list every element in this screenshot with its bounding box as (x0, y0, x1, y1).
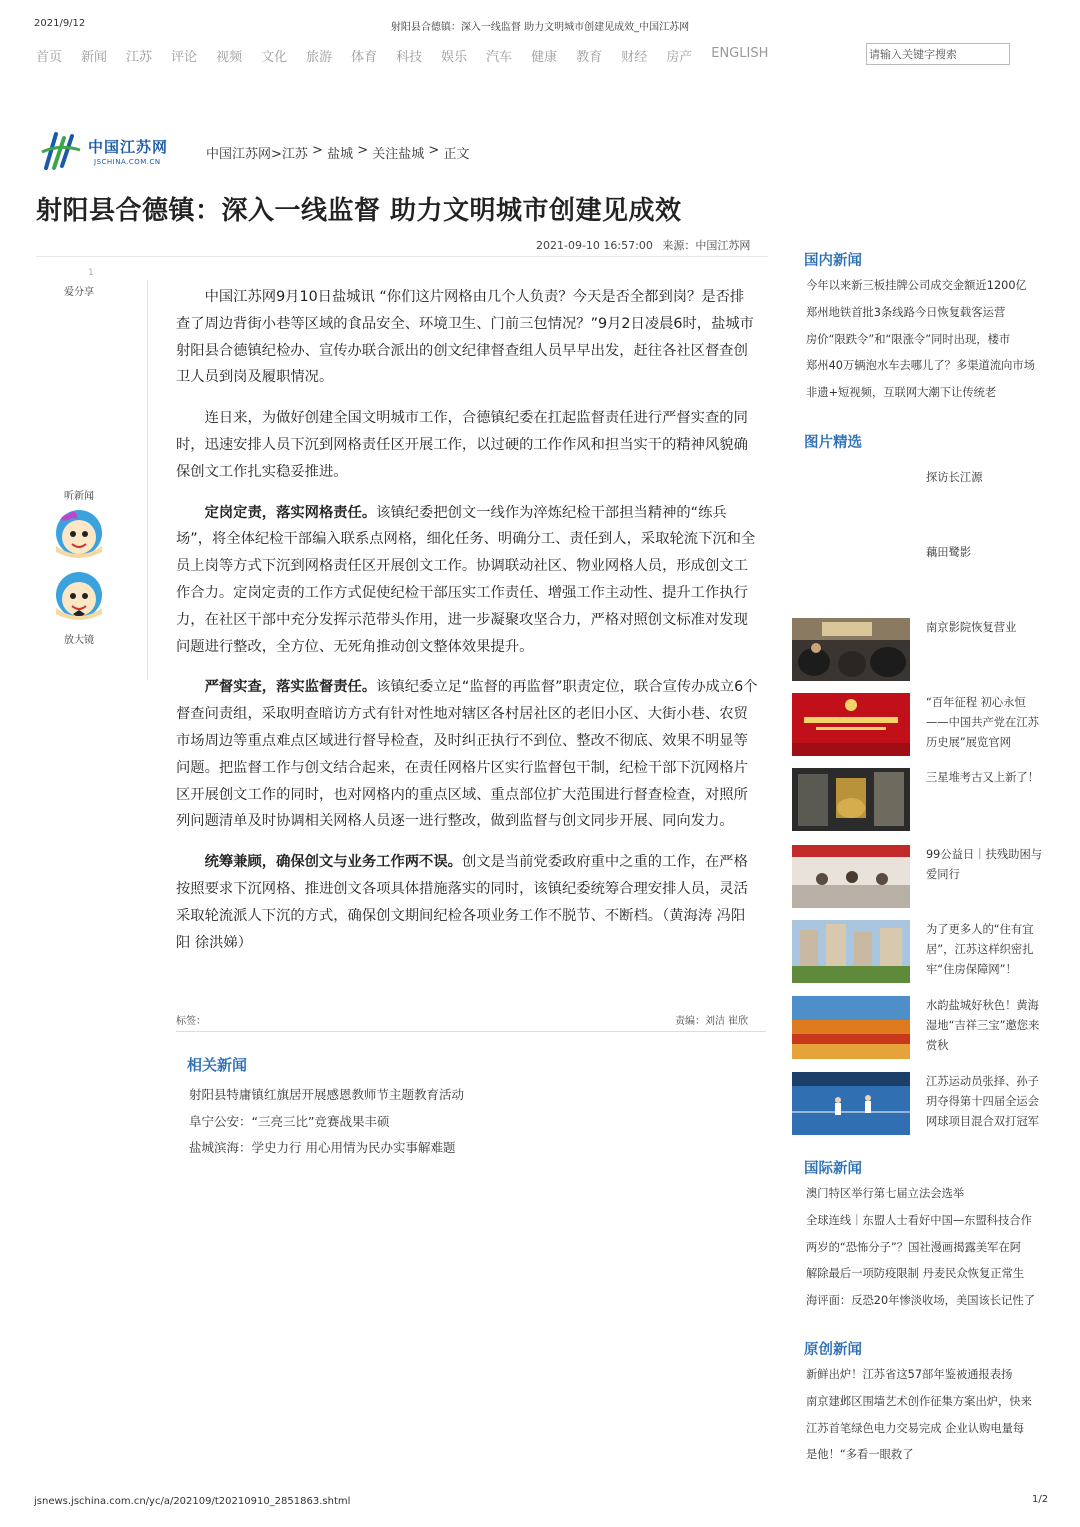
paragraph-lead: 严督实查，落实监督责任。 (204, 679, 377, 696)
nav-item-video[interactable]: 视频 (216, 50, 243, 65)
divider (176, 1031, 766, 1032)
nav-item-realestate[interactable]: 房产 (666, 50, 693, 65)
divider (36, 256, 768, 257)
site-logo[interactable] (38, 128, 188, 172)
logo-name: 中国江苏网 (88, 138, 169, 156)
nav-item-auto[interactable]: 汽车 (486, 50, 513, 65)
paragraph-text: 创文是当前党委政府重中之重的工作，在严格按照要求下沉网格、推进创文各项具体措施落实的同时，该镇纪委统筹合理安排人员，灵活采取轮流派人下沉的方式，确保创文期间纪检各项业务工作不脱节、不断档。（黄海涛 冯阳阳 徐洪娣） (176, 854, 748, 951)
breadcrumb-sep: > (424, 143, 444, 158)
breadcrumb-sep: > (307, 143, 328, 158)
photo-caption[interactable]: 南京影院恢复营业 (926, 621, 1017, 634)
breadcrumb (206, 143, 469, 162)
photo-caption[interactable]: 水韵盐城好秋色！黄海湿地“吉祥三宝”邀您来赏秋 (926, 999, 1040, 1052)
photo-caption[interactable]: 江苏运动员张择、孙子玥夺得第十四届全运会网球项目混合双打冠军 (926, 1075, 1039, 1128)
article-meta (536, 237, 756, 253)
original-news-link[interactable]: 新鲜出炉！江苏省这57部年鉴被通报表扬 (806, 1368, 1013, 1381)
listen-label: 听新闻 (64, 491, 94, 502)
international-news-link[interactable]: 解除最后一项防疫限制 丹麦民众恢复正常生 (806, 1267, 1025, 1281)
wetland-photo[interactable] (792, 996, 910, 1059)
article-paragraph (176, 500, 758, 661)
tennis-photo[interactable] (792, 1072, 910, 1135)
paragraph-text: 连日来，为做好创建全国文明城市工作，合德镇纪委在扛起监督责任进行严督实查的同时，迅速安排人员下沉到网格责任区开展工作，以过硬的工作作风和担当实干的精神风貌确保创文工作扎实稳妥推进。 (176, 410, 748, 480)
domestic-news-link[interactable]: 房价“限跌令”和“限涨令”同时出现，楼市 (806, 332, 1011, 346)
tags-label: 标签： (176, 1016, 206, 1027)
nav-item-tech[interactable]: 科技 (396, 50, 423, 65)
divider (147, 280, 148, 680)
photo-caption[interactable]: 99公益日｜扶残助困与爱同行 (926, 848, 1043, 881)
housing-photo[interactable] (792, 920, 910, 983)
original-news-link[interactable]: 是他！“多看一眼救了 (806, 1448, 914, 1462)
jschina-logo-icon (38, 128, 82, 172)
logo-domain: JSCHINA.COM.CN (94, 158, 161, 166)
article-body (176, 284, 758, 970)
print-footer-url: jsnews.jschina.com.cn/yc/a/202109/t20210910_2851863.shtml (34, 1496, 351, 1507)
nav-item-finance[interactable]: 财经 (621, 50, 648, 65)
related-news-link[interactable]: 盐城滨海：学史力行 用心用情为民办实事解难题 (189, 1140, 456, 1155)
article-paragraph (176, 405, 758, 485)
article-source: 来源：中国江苏网 (662, 239, 751, 252)
domestic-news-link[interactable]: 郑州40万辆泡水车去哪儿了？多渠道流向市场 (806, 359, 1036, 373)
editor-credit: 责编：刘洁 崔欣 (675, 1016, 749, 1027)
nav-item-news[interactable]: 新闻 (81, 50, 108, 65)
article-paragraph (176, 674, 758, 835)
photo-caption[interactable]: 藕田鹭影 (926, 546, 972, 559)
listen-news-mascot-icon[interactable] (52, 506, 106, 560)
magnifier-mascot-icon[interactable] (52, 568, 106, 622)
original-news-link[interactable]: 江苏首笔绿色电力交易完成 企业认购电量每 (806, 1421, 1025, 1435)
domestic-news-list (806, 273, 1051, 407)
nav-item-health[interactable]: 健康 (531, 50, 558, 65)
photo-caption[interactable]: 为了更多人的“住有宜居”，江苏这样织密扎牢“住房保障网”！ (926, 923, 1034, 976)
breadcrumb-current: 正文 (443, 147, 470, 162)
photo-caption[interactable]: 三星堆考古又上新了！ (926, 771, 1039, 784)
international-news-title: 国际新闻 (804, 1161, 862, 1177)
international-news-link[interactable]: 两岁的“恐怖分子”？国社漫画揭露美军在阿 (806, 1240, 1022, 1254)
article-paragraph (176, 849, 758, 956)
domestic-news-link[interactable]: 郑州地铁首批3条线路今日恢复载客运营 (806, 305, 1006, 319)
artifact-photo[interactable] (792, 768, 910, 831)
photo-caption[interactable]: 探访长江源 (926, 471, 983, 484)
article-headline: 射阳县合德镇：深入一线监督 助力文明城市创建见成效 (36, 196, 682, 226)
international-news-list (806, 1181, 1051, 1315)
breadcrumb-sep: > (353, 143, 373, 158)
article-paragraph (176, 284, 758, 391)
domestic-news-link[interactable]: 非遗+短视频，互联网大潮下让传统老 (806, 386, 997, 400)
print-page-number: 1/2 (1032, 1494, 1049, 1505)
related-news-title: 相关新闻 (187, 1056, 248, 1074)
international-news-link[interactable]: 澳门特区举行第七届立法会选举 (806, 1187, 965, 1200)
nav-item-travel[interactable]: 旅游 (306, 50, 333, 65)
domestic-news-link[interactable]: 今年以来新三板挂牌公司成交金额近1200亿 (806, 279, 1027, 292)
share-count: 1 (88, 268, 94, 278)
magnifier-label: 放大镜 (64, 635, 94, 646)
original-news-title: 原创新闻 (804, 1342, 862, 1358)
paragraph-lead: 统筹兼顾，确保创文与业务工作两不误。 (204, 854, 462, 871)
breadcrumb-focus-yancheng[interactable]: 关注盐城 (372, 147, 425, 162)
print-date: 2021/9/12 (34, 18, 86, 29)
search-input[interactable] (866, 43, 1010, 65)
paragraph-lead: 定岗定责，落实网格责任。 (204, 504, 377, 521)
share-button[interactable]: 爱分享 (64, 287, 94, 298)
paragraph-text: 该镇纪委把创文一线作为淬炼纪检干部担当精神的“练兵场”，将全体纪检干部编入联系点网格，细化任务、明确分工、责任到人，采取轮流下沉和全员上岗等方式下沉到网格责任区开展创文工作。协调联动社区、物业网格人员，形成创文工作合力。定岗定责的工作方式促使纪检干部压实工作责任、增强工作主动性、提升工作执行力，在社区干部中充分发挥示范带头作用，进一步凝聚攻坚合力，严格对照创文标准对发现问题进行整改，全方位、无死角推动创文整体效果提升。 (176, 504, 756, 655)
nav-item-education[interactable]: 教育 (576, 50, 603, 65)
paragraph-text: 中国江苏网9月10日盐城讯 “你们这片网格由几个人负责？今天是否全都到岗？是否排查了周边背街小巷等区域的食品安全、环境卫生、门前三包情况？”9月2日凌晨6时，盐城市射阳县合德镇纪检办、宣传办联合派出的创文纪律督查组人员早早出发，赶往各社区督查创卫人员到岗及履职情况。 (176, 289, 754, 386)
nav-item-comment[interactable]: 评论 (171, 50, 198, 65)
print-page-title: 射阳县合德镇：深入一线监督 助力文明城市创建见成效_中国江苏网 (390, 22, 690, 33)
domestic-news-title: 国内新闻 (804, 253, 862, 269)
original-news-list (806, 1362, 1051, 1469)
related-news-link[interactable]: 射阳县特庸镇红旗居开展感恩教师节主题教育活动 (189, 1087, 465, 1102)
nav-item-culture[interactable]: 文化 (261, 50, 288, 65)
train-photo[interactable] (792, 845, 910, 908)
nav-item-sports[interactable]: 体育 (351, 50, 378, 65)
paragraph-text: 该镇纪委立足“监督的再监督”职责定位，联合宣传办成立6个督查问责组，采取明查暗访方式有针对性地对辖区各村居社区的老旧小区、大街小巷、农贸市场周边等重点难点区域进行督导检查，及时纠正执行不到位、整改不彻底、效果不明显等问题。把监督工作与创文结合起来，在责任网格片区实行监督包干制，纪检干部下沉网格片区开展创文工作的同时，也对网格内的重点区域、重点部位扩大范围进行督查检查，对照所列问题清单及时协调相关网格人员逐一进行整改，做到监督与创文同步开展、同向发力。 (176, 679, 758, 830)
related-news-link[interactable]: 阜宁公安：“三亮三比”竞赛战果丰硕 (189, 1113, 390, 1129)
breadcrumb-yancheng[interactable]: 盐城 (327, 147, 354, 162)
original-news-link[interactable]: 南京建邺区围墙艺术创作征集方案出炉，快来 (806, 1394, 1032, 1408)
photo-picks-title: 图片精选 (804, 435, 862, 451)
photo-caption[interactable]: “百年征程 初心永恒——中国共产党在江苏历史展”展览官网 (926, 696, 1039, 749)
related-news-list (189, 1082, 464, 1162)
international-news-link[interactable]: 海评面：反恐20年惨淡收场，美国该长记性了 (806, 1294, 1036, 1308)
article-datetime: 2021-09-10 16:57:00 (536, 239, 653, 252)
nav-item-jiangsu[interactable]: 江苏 (126, 50, 153, 65)
cinema-photo[interactable] (792, 618, 910, 681)
breadcrumb-jiangsu[interactable]: 中国江苏网>江苏 (206, 147, 308, 162)
top-nav (36, 46, 787, 65)
nav-item-english[interactable]: ENGLISH (711, 46, 769, 61)
exhibition-photo[interactable] (792, 693, 910, 756)
nav-item-home[interactable]: 首页 (36, 50, 63, 65)
nav-item-entertainment[interactable]: 娱乐 (441, 50, 468, 65)
international-news-link[interactable]: 全球连线｜东盟人士看好中国—东盟科技合作 (806, 1213, 1032, 1227)
